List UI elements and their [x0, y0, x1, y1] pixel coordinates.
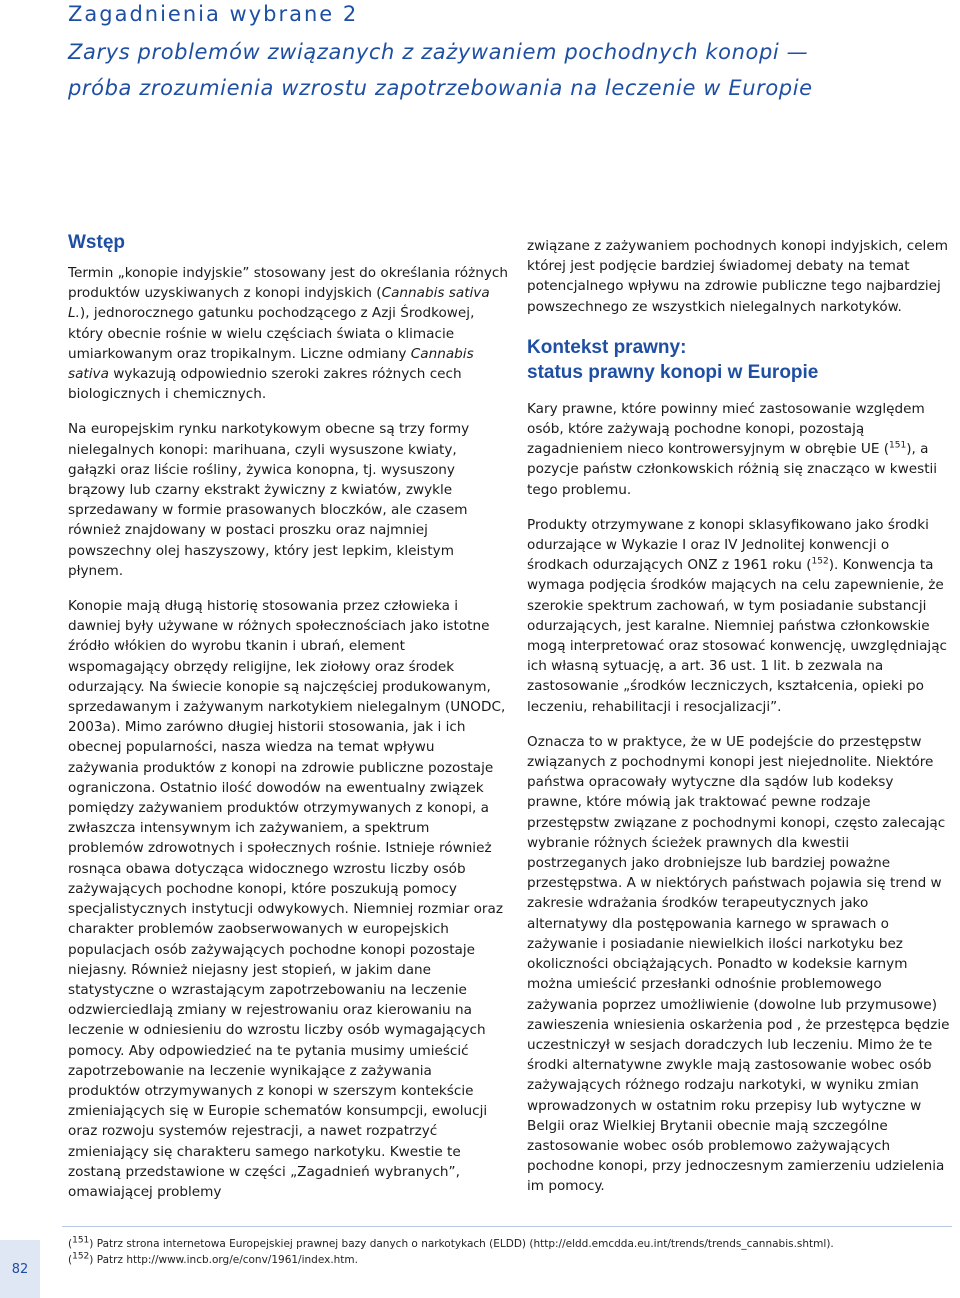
footnotes [68, 1236, 948, 1268]
section-label: Zagadnienia wybrane 2 [68, 2, 359, 26]
continued-paragraph: związane z zażywaniem pochodnych konopi indyjskich, celem której jest podjęcie bardziej świadomej debaty na temat potencjalnego wpływu na zdrowie publiczne tego najbardziej powszechnego ze wszystkich nielegalnych narkotyków. [527, 238, 948, 315]
title-line-2: próba zrozumienia wzrostu zapotrzebowania na leczenie w Europie [68, 76, 813, 100]
left-column [68, 230, 508, 1217]
intro-heading: Wstęp [68, 232, 125, 253]
page-title [68, 34, 948, 106]
footnote-ref: 151 [889, 440, 907, 451]
legal-context-heading: Kontekst prawny: status prawny konopi w Europie [527, 336, 819, 383]
title-line-1: Zarys problemów związanych z zażywaniem pochodnych konopi — [68, 40, 809, 64]
footnote-ref: 152 [811, 556, 829, 567]
intro-paragraph-2: Na europejskim rynku narkotykowym obecne są trzy formy nielegalnych konopi: marihuana, czyli wysuszone kwiaty, gałązki oraz liście rośliny, żywica konopna, tj. wysuszony brązowy lub czarny ekstrakt żywiczny z kwiatów, zwykle sprzedawany w formie prasowanych bloczków, ale czasem również znajdowany w postaci proszku oraz najmniej powszechny olej haszyszowy, który jest lepkim, kleistym płynem. [68, 421, 470, 579]
legal-paragraph-3: Oznacza to w praktyce, że w UE podejście do przestępstw związanych z pochodnymi konopi jest niejednolite. Niektóre państwa opracowały wytyczne dla sądów lub kodeksy prawne, które mówią jak traktować pewne rodzaje przestępstw związane z pochodnymi konopi, często zalecając wybranie różnych ścieżek prawnych dla kwestii postrzeganych jako drobniejsze lub bardziej poważne przestępstwa. A w niektórych państwach pojawia się trend w zakresie wdrażania środków terapeutycznych jako alternatywy dla postępowania karnego w sprawach o zażywanie i posiadanie niewielkich ilości narkotyku bez okoliczności obciążających. Ponadto w kodeksie karnym można umieścić przesłanki odnośnie problemowego zażywania poprzez umożliwienie (dowolne lub przymusowe) zawieszenia wniesienia oskarżenia pod , że przestępca będzie uczestniczył w sesjach doradczych lub leczeniu. Mimo że te środki alternatywne zwykle mają zastosowanie wobec osób zażywających różnego rodzaju narkotyki, w wyniku zmian wprowadzonych w ostatnim roku przepisy lub wytyczne w Belgii oraz Wielkiej Brytanii obecnie mają szczególne zastosowanie wobec osób problemowo zażywających pochodne konopi, przy jednoczesnym zamierzeniu udzielenia im pomocy. [527, 733, 950, 1195]
intro-paragraph-1: Termin „konopie indyjskie” stosowany jest do określania różnych produktów uzyskiwanych z konopi indyjskich (Cannabis sativa L.), jednorocznego gatunku pochodzącego z Azji Środkowej, który obecnie rośnie w wielu częściach świata o klimacie umiarkowanym oraz tropikalnym. Liczne odmiany Cannabis sativa wykazują odpowiednio szeroki zakres różnych cech biologicznych i chemicznych. [68, 265, 508, 403]
right-column [527, 236, 952, 1212]
footnote-151: (151) Patrz strona internetowa Europejskiej prawnej bazy danych o narkotykach (ELDD) (http://eldd.emcdda.eu.int/trends/trends_cannabis.shtml). [68, 1235, 834, 1250]
intro-paragraph-3: Konopie mają długą historię stosowania przez człowieka i dawniej były używane w różnych społecznościach jako istotne źródło włókien do wyrobu tkanin i ubrań, element wspomagający obrzędy religijne, lek ziołowy oraz środek odurzający. Na świecie konopie są najczęściej produkowanym, sprzedawanym i zażywanym narkotykiem nielegalnym (UNODC, 2003a). Mimo zarówno długiej historii stosowania, jak i ich obecnej popularności, nasza wiedza na temat wpływu zażywania produktów z konopi na zdrowie publiczne pozostaje ograniczona. Ostatnio ilość dowodów na ewentualny związek pomiędzy zażywaniem produktów otrzymywanych z konopi, a zwłaszcza intensywnym ich zażywaniem, a spektrum problemów zdrowotnych i społecznych rośnie. Istnieje również rosnąca obawa dotycząca widocznego wzrostu liczby osób zażywających pochodne konopi, które poszukują pomocy specjalistycznych instytucji odwykowych. Niemniej rozmiar oraz charakter problemów zaobserwowanych w europejskich populacjach osób zażywających pochodne konopi pozostaje niejasny. Również niejasny jest stopień, w jakim dane statystyczne o wzrastającym zapotrzebowaniu na leczenie odzwierciedlają zmiany w rejestrowaniu oraz kierowaniu na leczenie w odniesieniu do wzrostu liczby osób wymagających pomocy. Aby odpowiedzieć na te pytania musimy umieścić zapotrzebowanie na leczenie wynikające z zażywania produktów otrzymywanych z konopi w szerszym kontekście zmieniających się w Europie schematów konsumpcji, ewolucji oraz rozwoju systemów rejestracji, a nawet rozpatrzyć zmieniający się charakteru samego narkotyku. Kwestie te zostaną przedstawione w części „Zagadnień wybranych”, omawiającej problemy [68, 598, 506, 1200]
page-number: 82 [0, 1240, 40, 1298]
legal-paragraph-1: Kary prawne, które powinny mieć zastosowanie względem osób, które zażywają pochodne konopi, pozostają zagadnieniem nieco kontrowersyjnym w obrębie UE ($^{151}$), a pozycje państw członkowskich różnią się znacząco w kwestii tego problemu. [527, 400, 938, 498]
footnote-divider [62, 1226, 952, 1227]
footnote-152: (152) Patrz http://www.incb.org/e/conv/1961/index.htm. [68, 1251, 358, 1266]
legal-paragraph-2: Produkty otrzymywane z konopi sklasyfikowano jako środki odurzające w Wykazie I oraz IV Jednolitej konwencji o środkach odurzających ONZ z 1961 roku ($^{152}$). Konwencja ta wymaga podjęcia środków mających na celu zapewnienie, że szerokie spektrum zachowań, w tym posiadanie substancji odurzających, jest karalne. Niemniej państwa członkowskie mogą interpretować oraz stosować konwencję, uwzględniając ich własną sytuację, a art. 36 ust. 1 lit. b zezwala na zastosowanie „środków leczniczych, kształcenia, opieki po leczeniu, rehabilitacji i resocjalizacji”. [527, 516, 947, 715]
